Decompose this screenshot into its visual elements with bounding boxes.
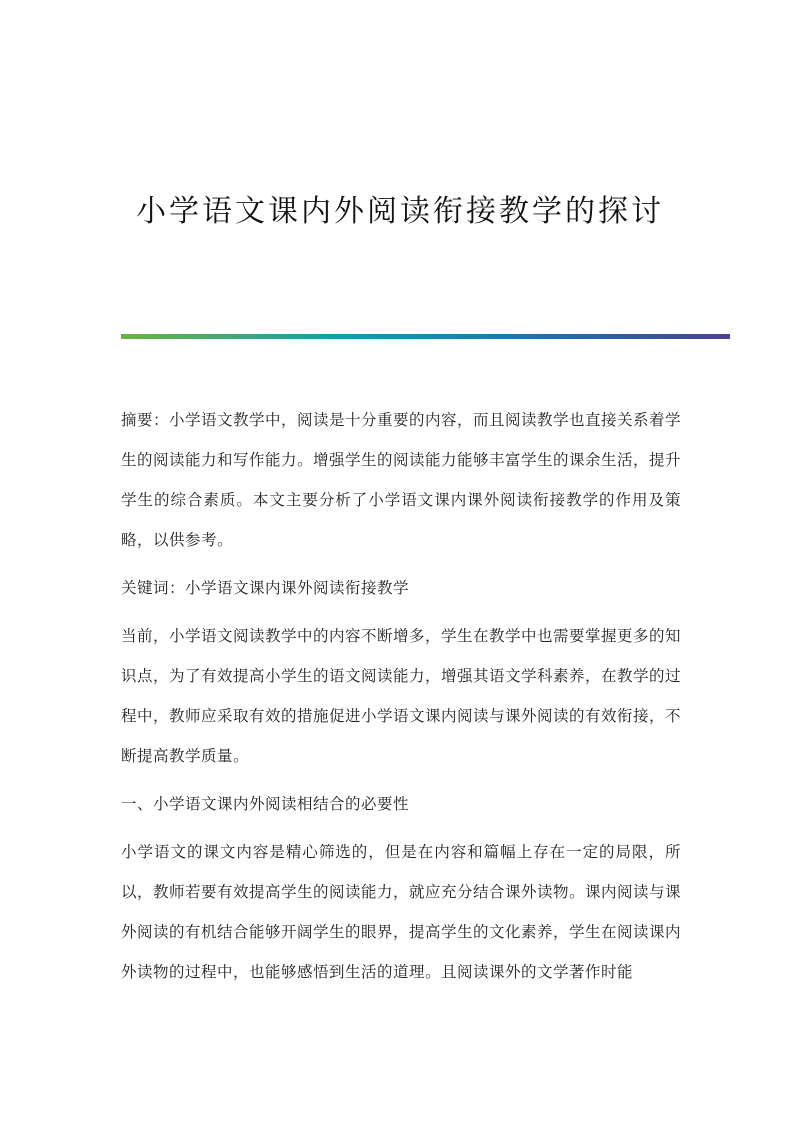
section-heading: 一、小学语文课内外阅读相结合的必要性 xyxy=(121,795,410,813)
intro-paragraph: 当前，小学语文阅读教学中的内容不断增多，学生在教学中也需要掌握更多的知识点，为了有效提高小学生的语文阅读能力，增强其语文学科素养，在教学的过程中，教师应采取有效的措施促进小学语文课内阅读与课外阅读的有效衔接，不断提高教学质量。 xyxy=(121,627,682,765)
body-paragraph: 小学语文的课文内容是精心筛选的，但是在内容和篇幅上存在一定的局限，所以，教师若要有效提高学生的阅读能力，就应充分结合课外读物。课内阅读与课外阅读的有机结合能够开阔学生的眼界，提高学生的文化素养，学生在阅读课内外读物的过程中，也能够感悟到生活的道理。且阅读课外的文学著作时能 xyxy=(121,843,682,981)
title-divider xyxy=(121,334,730,339)
document-title: 小学语文课内外阅读衔接教学的探讨 xyxy=(136,194,664,229)
document-body xyxy=(121,400,681,1000)
keywords-paragraph: 关键词：小学语文课内课外阅读衔接教学 xyxy=(121,579,410,597)
abstract-paragraph: 摘要：小学语文教学中，阅读是十分重要的内容，而且阅读教学也直接关系着学生的阅读能力和写作能力。增强学生的阅读能力能够丰富学生的课余生活，提升学生的综合素质。本文主要分析了小学语文课内课外阅读衔接教学的作用及策略，以供参考。 xyxy=(121,411,682,549)
